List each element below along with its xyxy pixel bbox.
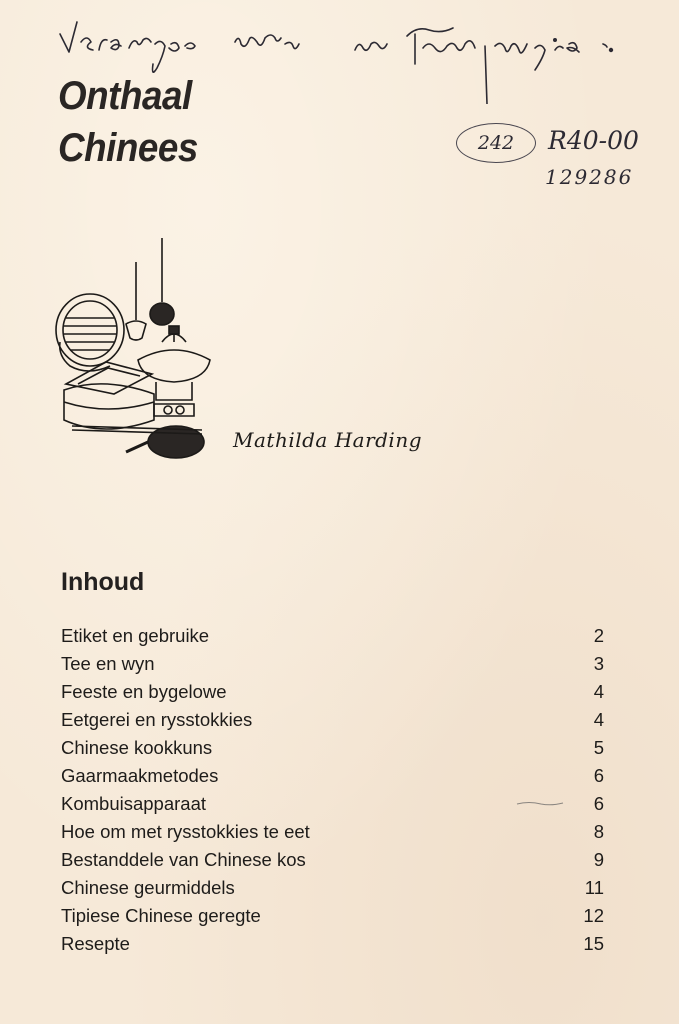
toc-entry-label: Etiket en gebruike [61, 625, 210, 646]
toc-entry-page: 3 [593, 653, 604, 674]
toc-entry [61, 678, 604, 706]
toc-entry-page: 4 [593, 709, 604, 730]
toc-entry-label: Kombuisapparaat [61, 793, 207, 814]
toc-entry [61, 650, 604, 678]
toc-entry-page: 11 [584, 877, 604, 898]
toc-entry-page: 4 [593, 681, 604, 702]
toc-entry-label: Hoe om met rysstokkies te eet [61, 821, 310, 842]
chinese-cookware-illustration-icon [52, 230, 222, 470]
toc-entry-label: Tee en wyn [61, 653, 155, 674]
toc-entry-page: 9 [593, 849, 604, 870]
toc-entry-label: Feeste en bygelowe [61, 681, 227, 702]
toc-entry [61, 818, 604, 846]
toc-entry [61, 930, 604, 958]
toc-entry-page: 6 [593, 765, 604, 786]
pencil-mark [515, 800, 565, 808]
toc-entry-label: Eetgerei en rysstokkies [61, 709, 253, 730]
toc-entry [61, 902, 604, 930]
book-title-line-2: Chinees [58, 126, 198, 170]
book-title [58, 70, 210, 174]
toc-entry-page: 12 [583, 905, 604, 926]
toc-entry-label: Chinese geurmiddels [61, 877, 235, 898]
toc-entry [61, 762, 604, 790]
toc-entry [61, 874, 604, 902]
toc-entry-label: Gaarmaakmetodes [61, 765, 219, 786]
toc-entry-page: 5 [593, 737, 604, 758]
toc-entry [61, 846, 604, 874]
toc-entry-label: Chinese kookkuns [61, 737, 213, 758]
toc-entry [61, 734, 604, 762]
toc-entry-label: Tipiese Chinese geregte [61, 905, 261, 926]
price-circled-number: 242 [456, 123, 536, 163]
toc-entry [61, 622, 604, 650]
price-code: 129286 [545, 165, 634, 189]
toc-entry-page: 6 [593, 793, 604, 814]
toc-entry-page: 2 [593, 625, 604, 646]
table-of-contents [61, 622, 604, 958]
book-title-line-1: Onthaal [58, 74, 192, 118]
contents-heading: Inhoud [61, 568, 145, 596]
toc-entry-label: Resepte [61, 933, 130, 954]
toc-entry-label: Bestanddele van Chinese kos [61, 849, 306, 870]
price-value: R40-00 [548, 126, 639, 155]
toc-entry-page: 8 [593, 821, 604, 842]
toc-entry-page: 15 [583, 933, 604, 954]
author-name: Mathilda Harding [233, 428, 423, 452]
toc-entry [61, 706, 604, 734]
